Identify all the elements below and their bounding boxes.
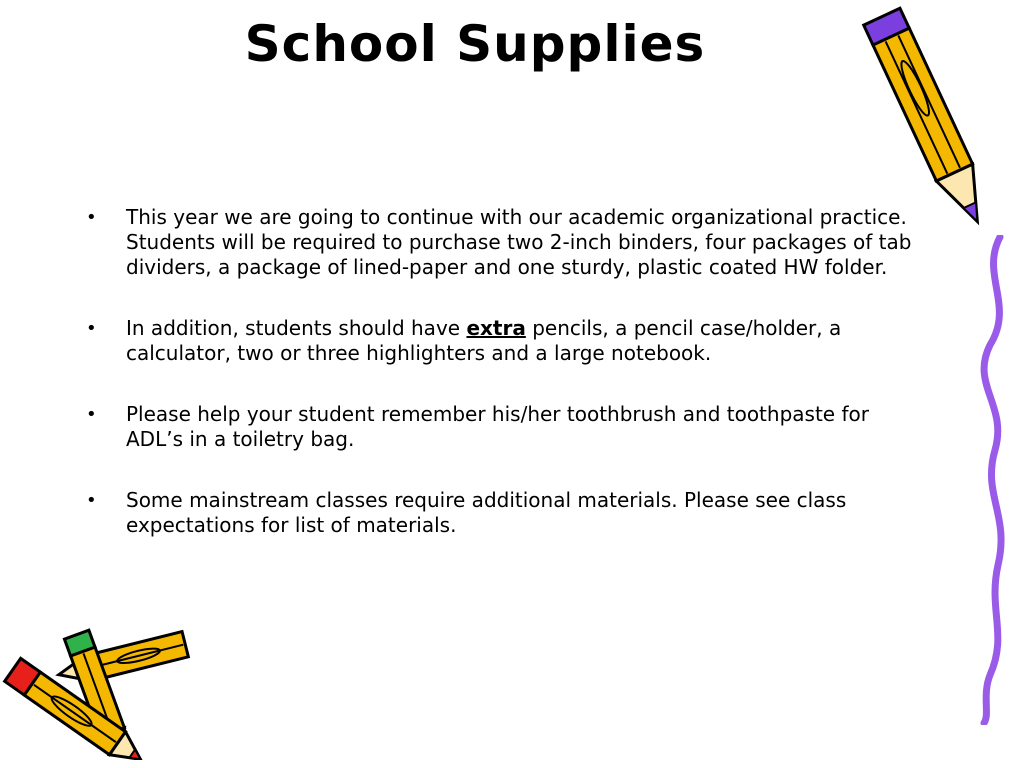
bullet-symbol: • bbox=[86, 404, 97, 425]
pencil-icon bbox=[860, 0, 1000, 245]
crossed-pencils-icon bbox=[0, 620, 210, 760]
bullet-symbol: • bbox=[86, 490, 97, 511]
bullet-text-before: In addition, students should have bbox=[126, 316, 467, 340]
bullet-item bbox=[86, 402, 926, 452]
bullet-symbol: • bbox=[86, 318, 97, 339]
bullet-list bbox=[86, 205, 926, 574]
bullet-text-after: pencils, a pencil case/holder, a calculator, two or three highlighters and a large notebook. bbox=[126, 316, 842, 365]
bullet-text bbox=[126, 316, 841, 365]
bullet-item bbox=[86, 488, 926, 538]
bullet-text: Please help your student remember his/her toothbrush and toothpaste for ADL’s in a toiletry bag. bbox=[126, 402, 869, 451]
bullet-item bbox=[86, 316, 926, 366]
bullet-item bbox=[86, 205, 926, 280]
slide-title: School Supplies bbox=[244, 15, 706, 73]
squiggle-line-icon bbox=[960, 235, 1024, 725]
bullet-symbol: • bbox=[86, 207, 97, 228]
emphasis-extra: extra bbox=[466, 316, 526, 340]
bullet-text: This year we are going to continue with our academic organizational practice. Students will be required to purchase two 2-inch binders, four packages of tab dividers, a package of lined-paper and one sturdy, plastic coated HW folder. bbox=[126, 205, 912, 279]
bullet-text: Some mainstream classes require additional materials. Please see class expectations for list of materials. bbox=[126, 488, 847, 537]
